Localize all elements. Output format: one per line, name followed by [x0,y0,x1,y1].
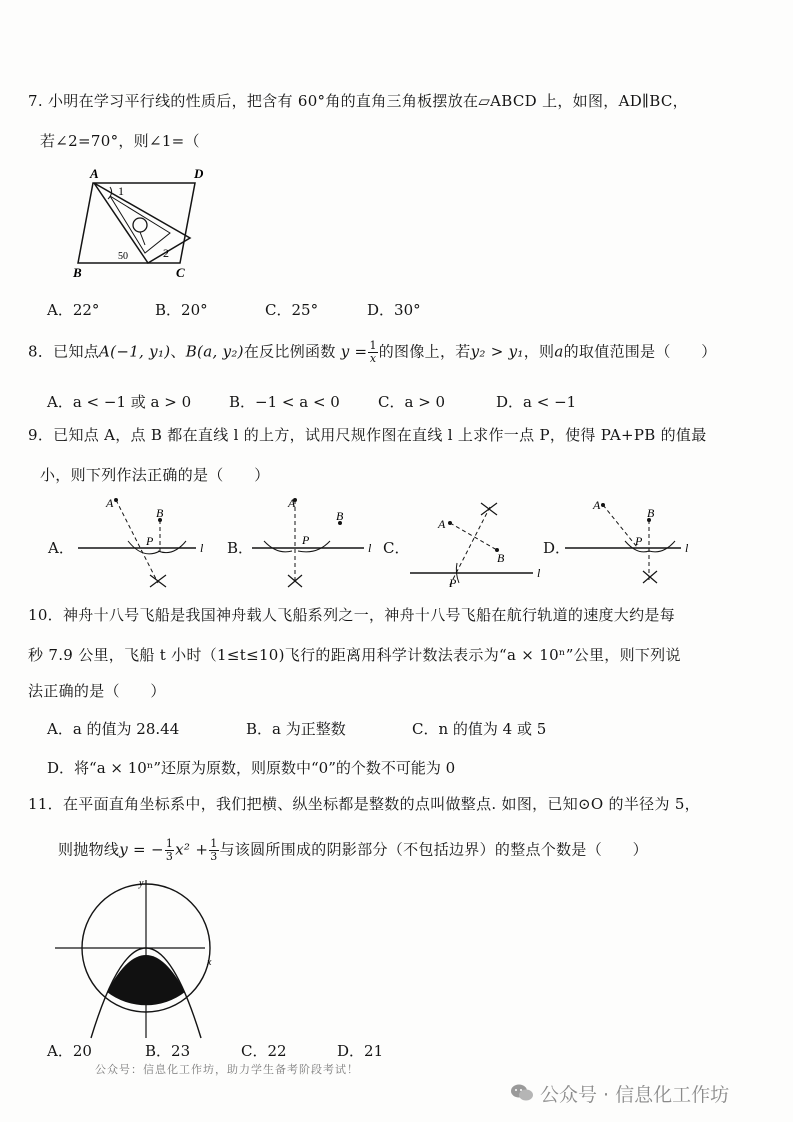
footer-watermark [510,1080,729,1106]
q11-option-c: C．22 [241,1042,287,1060]
q10-stem-line1: 10．神舟十八号飞船是我国神舟载人飞船系列之一，神舟十八号飞船在航行轨道的速度大约是每 [28,606,675,624]
svg-text:l: l [368,541,372,555]
svg-text:x: x [207,957,212,968]
q9-stem-line2: 小，则下列作法正确的是（ ） [40,466,270,484]
q10-option-b: B．a 为正整数 [246,720,346,738]
q8-option-a: A．a < −1 或 a > 0 [47,393,192,411]
q11-frac1-den: 3 [165,850,174,863]
q8-stem-e: 的取值范围是（ ） [563,342,717,361]
q11-frac2-den: 3 [210,850,218,863]
svg-text:A: A [288,496,296,510]
q7-option-b: B．20° [155,301,208,319]
q11-option-a: A．20 [47,1042,92,1060]
parallelogram-abcd [78,183,195,263]
q9-figure-a [78,495,218,590]
q11-x2: x² + [175,840,209,859]
fig-angle-2: 2 [163,246,169,260]
q9-option-b-label: B． [227,539,254,557]
q9-option-a-label: A． [48,539,74,557]
footer-note: 公众号：信息化工作坊，助力学生备考阶段考试！ [95,1063,359,1076]
fig-label-B: B [73,265,82,280]
svg-text:A: A [593,498,601,512]
q8-stem [28,340,717,365]
q8-sep: 、 [170,342,186,361]
q7-option-d: D．30° [367,301,421,319]
q11-stem-a: 则抛物线 [58,840,120,859]
q8-point-b: B(a, y₂) [185,342,244,361]
q8-var-a: a [554,342,564,361]
q8-fraction [368,340,377,365]
q10-option-a: A．a 的值为 28.44 [47,720,180,738]
q7-option-c: C．25° [265,301,319,319]
svg-text:P: P [146,534,154,548]
q11-frac2-num: 1 [210,837,218,850]
q8-condition: y₂ > y₁ [470,342,524,361]
q11-stem-line1: 11．在平面直角坐标系中，我们把横、纵坐标都是整数的点叫做整点. 如图，已知⊙O 的半径为 5， [28,795,700,813]
svg-text:P: P [449,576,457,590]
q8-stem-c: 的图像上，若 [378,342,471,361]
svg-text:B: B [336,509,344,523]
fig-label-A: A [90,166,99,181]
fig-label-D: D [194,166,204,181]
q8-point-a: A(−1, y₁) [99,342,171,361]
q11-frac1-num: 1 [165,837,174,850]
svg-text:l: l [537,566,541,580]
svg-text:l: l [685,541,689,555]
q7-figure [70,163,210,283]
svg-text:B: B [647,506,655,520]
q11-figure [55,878,225,1038]
svg-text:P: P [302,533,310,547]
triangle-ruler-inner [110,196,170,253]
triangle-ruler [94,183,190,263]
q8-option-b: B．−1 < a < 0 [229,393,340,411]
fig-num-50: 50 [118,251,128,262]
q8-stem-d: ，则 [523,342,555,361]
svg-text:A: A [106,496,114,510]
svg-text:y: y [139,878,144,889]
fig-label-C: C [176,265,185,280]
q8-option-d: D．a < −1 [496,393,577,411]
q11-fraction-1 [165,838,174,863]
q9-option-c-label: C． [383,539,410,557]
svg-text:B: B [497,551,505,565]
q7-option-a: A．22° [47,301,100,319]
q10-option-d: D．将“a × 10ⁿ”还原为原数，则原数中“0”的个数不可能为 0 [47,759,456,777]
q9-figure-d [565,495,705,590]
q8-frac-den: x [369,352,377,365]
q10-stem-line3: 法正确的是（ ） [28,682,166,700]
q8-option-c: C．a > 0 [378,393,446,411]
q9-stem-line1: 9．已知点 A，点 B 都在直线 l 的上方，试用尺规作图在直线 l 上求作一点 P，使得 PA+PB 的值最 [28,426,707,444]
wechat-icon [510,1083,534,1103]
q11-fn-lhs: y = − [119,840,164,859]
q9-figure-c [405,495,545,590]
q10-stem-line2: 秒 7.9 公里，飞船 t 小时（1≤t≤10)飞行的距离用科学计数法表示为“a × 10ⁿ”公里，则下列说 [28,646,681,664]
watermark-text: 公众号 · 信息化工作坊 [540,1083,730,1106]
q8-frac-num: 1 [369,339,377,352]
ruler-hole [133,218,147,232]
q7-stem-line1: 7. 小明在学习平行线的性质后，把含有 60°角的直角三角板摆放在▱ABCD 上，如图，AD∥BC， [28,92,688,110]
q11-stem-b: 与该圆所围成的阴影部分（不包括边界）的整点个数是（ ） [219,840,648,859]
q11-option-d: D．21 [337,1042,384,1060]
q9-figure-b [252,495,382,590]
q8-stem-b: 在反比例函数 [243,342,336,361]
fig-angle-1: 1 [118,184,124,198]
q11-option-b: B．23 [145,1042,191,1060]
q11-fraction-2 [209,838,218,863]
svg-text:B: B [156,506,164,520]
q9-option-d-label: D． [543,539,571,557]
q8-stem-a: 8．已知点 [28,342,100,361]
svg-text:l: l [200,541,204,555]
q10-option-c: C．n 的值为 4 或 5 [412,720,547,738]
svg-text:A: A [438,517,446,531]
q7-stem-line2: 若∠2=70°，则∠1=（ [40,132,200,150]
shaded-region [107,955,185,1005]
q11-stem-line2 [58,838,648,863]
svg-text:P: P [635,534,643,548]
q8-fn-lhs: y = [340,342,368,361]
